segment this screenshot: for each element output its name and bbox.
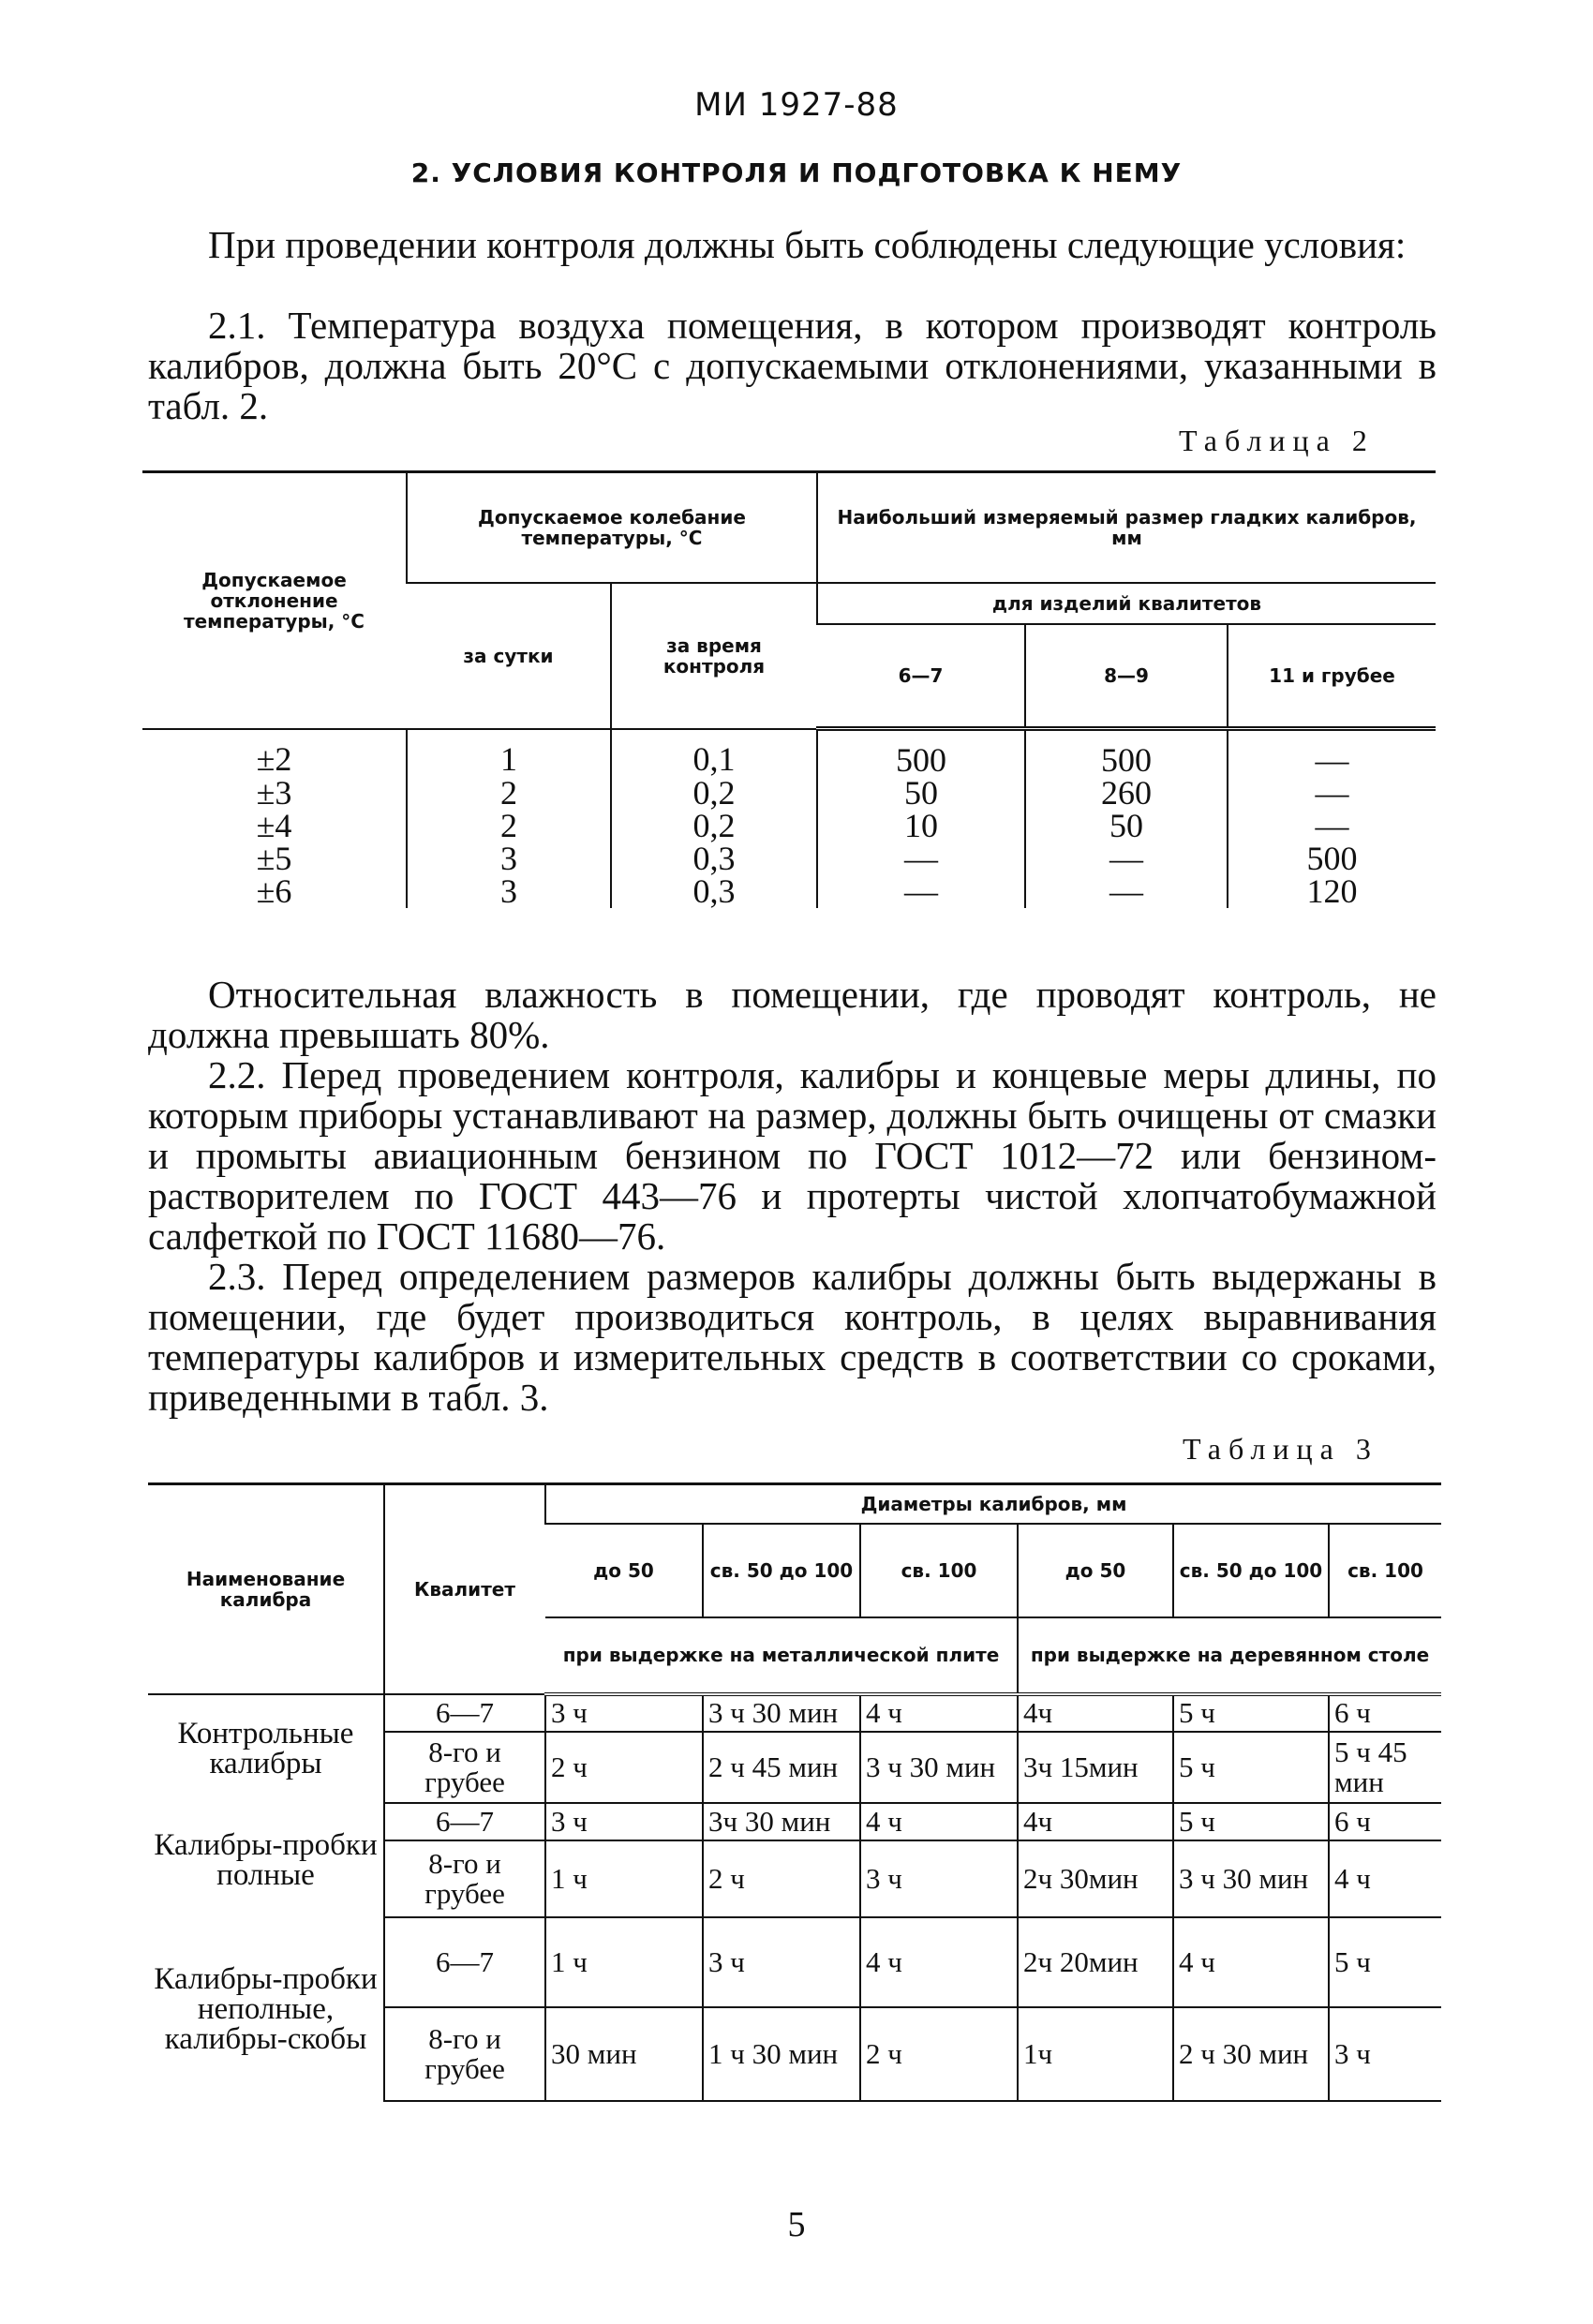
page-number: 5 bbox=[787, 2205, 806, 2244]
t2-header-deviation: Допускаемое отклонение температуры, °С bbox=[142, 472, 407, 729]
t3-header-wood: при выдержке на деревянном столе bbox=[1018, 1617, 1441, 1694]
t3-header-d2-metal: св. 50 до 100 bbox=[703, 1524, 860, 1617]
table-row: 8-го и грубее 2 ч 2 ч 45 мин 3 ч 30 мин 3ч 15мин 5 ч 5 ч 45 мин bbox=[148, 1732, 1441, 1803]
t2-header-grades: для изделий квалитетов bbox=[817, 583, 1436, 624]
row-group-name: Калибры-пробки полные bbox=[154, 1827, 378, 1892]
t2-header-per-day: за сутки bbox=[407, 583, 611, 729]
table-row: Контрольные калибры 6—7 3 ч 3 ч 30 мин 4 ч 4ч 5 ч 6 ч bbox=[148, 1694, 1441, 1732]
t2-header-max-size: Наибольший измеряемый размер гладких калибров, мм bbox=[817, 472, 1436, 583]
table-2 bbox=[142, 470, 1436, 908]
paragraph-2-2: 2.2. Перед проведением контроля, калибры и концевые меры длины, по которым приборы устанавливают на размер, должны быть очищены от смазки и промыты авиационным бензином по ГОСТ 1012—72 или бензином-растворителем по ГОСТ 443—76 и протерты чистой хлопчатобумажной салфеткой по ГОСТ 11680—76. bbox=[148, 1053, 1437, 1258]
table-3 bbox=[148, 1482, 1441, 2102]
t3-header-d3-metal: св. 100 bbox=[860, 1524, 1018, 1617]
paragraph-2-3: 2.3. Перед определением размеров калибры должны быть выдержаны в помещении, где будет производиться контроль, в целях выравнивания температуры калибров и измерительных средств в соответствии со сроками, приведенными в табл. 3. bbox=[148, 1255, 1437, 1419]
table-row: ±2 1 0,1 500 500 — bbox=[142, 729, 1436, 778]
t3-header-diameters: Диаметры калибров, мм bbox=[545, 1484, 1441, 1524]
row-group-name: Контрольные калибры bbox=[177, 1717, 354, 1780]
table2-caption: Таблица 2 bbox=[1179, 424, 1375, 457]
table3-caption: Таблица 3 bbox=[1183, 1432, 1378, 1466]
table-row: ±6 3 0,3 — — 120 bbox=[142, 875, 1436, 908]
t2-header-grade-11: 11 и грубее bbox=[1228, 624, 1436, 729]
table-row: Калибры-пробки неполные, калибры-скобы 6—7 1 ч 3 ч 4 ч 2ч 20мин 4 ч 5 ч bbox=[148, 1917, 1441, 2007]
t2-header-fluctuation: Допускаемое колебание температуры, °С bbox=[407, 472, 817, 583]
t2-header-grade-6-7: 6—7 bbox=[817, 624, 1025, 729]
t3-header-d2-wood: св. 50 до 100 bbox=[1173, 1524, 1329, 1617]
table-row: ±5 3 0,3 — — 500 bbox=[142, 842, 1436, 875]
row-group-name: Калибры-пробки неполные, калибры-скобы bbox=[154, 1961, 378, 2056]
t2-header-per-control: за время контроля bbox=[611, 583, 817, 729]
t3-header-name: Наименование калибра bbox=[148, 1484, 384, 1694]
t3-header-grade: Квалитет bbox=[384, 1484, 545, 1694]
table-row: Калибры-пробки полные 6—7 3 ч 3ч 30 мин 4 ч 4ч 5 ч 6 ч bbox=[148, 1803, 1441, 1840]
humidity-paragraph: Относительная влажность в помещении, где проводят контроль, не должна превышать 80%. bbox=[148, 973, 1437, 1056]
table-row: ±4 2 0,2 10 50 — bbox=[142, 810, 1436, 842]
t2-header-grade-8-9: 8—9 bbox=[1025, 624, 1228, 729]
paragraph-2-1: 2.1. Температура воздуха помещения, в котором производят контроль калибров, должна быть 20°С с допускаемыми отклонениями, указанными в табл. 2. bbox=[148, 304, 1437, 427]
t3-header-metal: при выдержке на металлической плите bbox=[545, 1617, 1018, 1694]
document-header: МИ 1927-88 bbox=[694, 86, 899, 124]
table-row: 8-го и грубее 1 ч 2 ч 3 ч 2ч 30мин 3 ч 30 мин 4 ч bbox=[148, 1840, 1441, 1917]
table-row: ±3 2 0,2 50 260 — bbox=[142, 777, 1436, 810]
table-row: 8-го и грубее 30 мин 1 ч 30 мин 2 ч 1ч 2 ч 30 мин 3 ч bbox=[148, 2007, 1441, 2101]
t3-header-d1-wood: до 50 bbox=[1018, 1524, 1173, 1617]
t3-header-d1-metal: до 50 bbox=[545, 1524, 703, 1617]
intro-paragraph: При проведении контроля должны быть соблюдены следующие условия: bbox=[208, 223, 1407, 266]
section-title: 2. УСЛОВИЯ КОНТРОЛЯ И ПОДГОТОВКА К НЕМУ bbox=[410, 157, 1183, 188]
t3-header-d3-wood: св. 100 bbox=[1329, 1524, 1441, 1617]
